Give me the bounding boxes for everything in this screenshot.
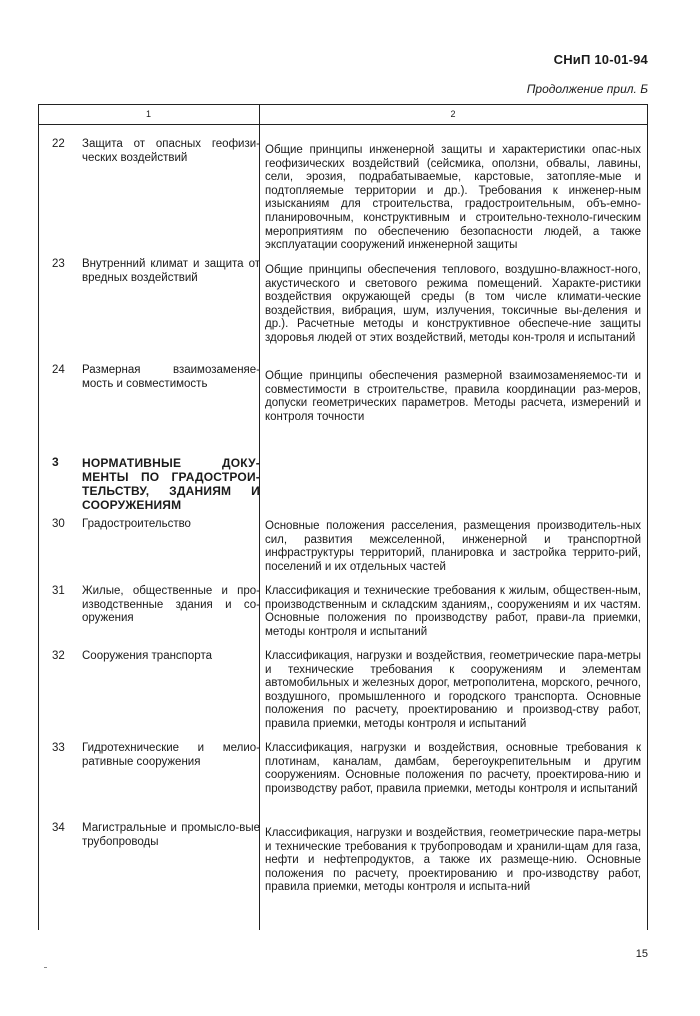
row-description: Общие принципы обеспечения размерной взаимозаменяемос-ти и совместимости в строительстве, правила координации раз-меров, допуски геометрических параметров. Методы расчета, измерений и контроля точности [265, 370, 641, 423]
row-title: Магистральные и промысло-вые трубопроводы [82, 822, 260, 848]
table-left-border [38, 104, 39, 930]
table-column-divider [259, 104, 260, 930]
table-top-border [38, 104, 648, 105]
row-description: Классификация и технические требования к жилым, обществен-ным, производственным и складским зданиям,, сооружениям и их частям. Основные положения по производству работ, прави-ла приемки, методы контроля и испытаний [265, 585, 641, 638]
scan-speck [44, 967, 47, 968]
row-number: 32 [52, 650, 65, 662]
row-description: Классификация, нагрузки и воздействия, геометрические пара-метры и технические требования к трубопроводам и хранили-щам для газа, нефти и нефтепродуктов, а также их размеще-нию. Основные положения по расчету, проектированию и про-изводству работ, правила приемки, методы контроля и испыта-ний [265, 827, 641, 894]
row-title: Жилые, общественные и про-изводственные здания и со-оружения [82, 585, 260, 625]
row-title: Градостроительство [82, 518, 191, 530]
table-right-border [647, 104, 648, 930]
row-description: Общие принципы инженерной защиты и характеристики опас-ных геофизических воздействий (сейсмика, оползни, обвалы, лавины, сели, эрозия, подрабатываемые, карстовые, затопляе-мые и подтопляемые территории и др.). Требования к инженер-ным изысканиям для строительства, градостроительным, объ-емно-планировочным, конструктивным и строительно-техноло-гическим мероприятиям по обеспечению безопасности людей, а также эксплуатации сооружений инженерной защиты [265, 144, 641, 252]
row-title: Защита от опасных геофизи-ческих воздействий [82, 138, 260, 164]
row-number: 22 [52, 138, 65, 150]
row-number: 24 [52, 364, 65, 376]
row-title: Внутренний климат и защита от вредных воздействий [82, 258, 260, 284]
page-number: 15 [635, 948, 648, 960]
row-number: 30 [52, 518, 65, 530]
row-description: Классификация, нагрузки и воздействия, геометрические пара-метры и технические требования к сооружениям и элементам автомобильных и железных дорог, метрополитена, морского, речного, воздушного, промышленного и городского транспорта. Основные положения по расчету, проектированию и производ-ству работ, правила приемки, методы контроля и испытаний [265, 650, 641, 730]
row-number: 23 [52, 258, 65, 270]
section-number: 3 [52, 455, 59, 469]
table-header-divider [38, 124, 648, 125]
row-title: Размерная взаимозаменяе-мость и совместимость [82, 364, 260, 390]
row-description: Классификация, нагрузки и воздействия, основные требования к плотинам, каналам, дамбам, берегоукрепительным и другим сооружениям. Основные положения по расчету, проектирова-нию и производству работ, правила приемки, методы контроля и испытаний [265, 742, 641, 795]
row-title: Сооружения транспорта [82, 650, 212, 662]
row-number: 31 [52, 585, 65, 597]
row-number: 33 [52, 742, 65, 754]
row-number: 34 [52, 822, 65, 834]
continuation-label: Продолжение прил. Б [526, 82, 648, 96]
section-title: НОРМАТИВНЫЕ ДОКУ-МЕНТЫ ПО ГРАДОСТРОИ-ТЕЛЬСТВУ, ЗДАНИЯМ И СООРУЖЕНИЯМ [82, 456, 260, 512]
column-header-1: 1 [145, 109, 151, 119]
row-title: Гидротехнические и мелио-ративные сооружения [82, 742, 260, 768]
column-header-2: 2 [450, 109, 456, 119]
row-description: Общие принципы обеспечения теплового, воздушно-влажност-ного, акустического и светового режима помещений. Характе-ристики воздействия окружающей среды (в том числе климати-ческие воздействия, вибрация, шум, излучения, токсичные вы-деления и др.). Расчетные методы и конструктивное обеспече-ние защиты здоровья людей от этих воздействий, методы кон-троля и испытаний [265, 264, 641, 344]
row-description: Основные положения расселения, размещения производитель-ных сил, развития межселенной, инженерной и транспортной инфраструктуры территорий, планировка и застройка террито-рий, поселений и их отдельных частей [265, 520, 641, 573]
document-code: СНиП 10-01-94 [553, 52, 648, 67]
standards-table [38, 104, 648, 930]
